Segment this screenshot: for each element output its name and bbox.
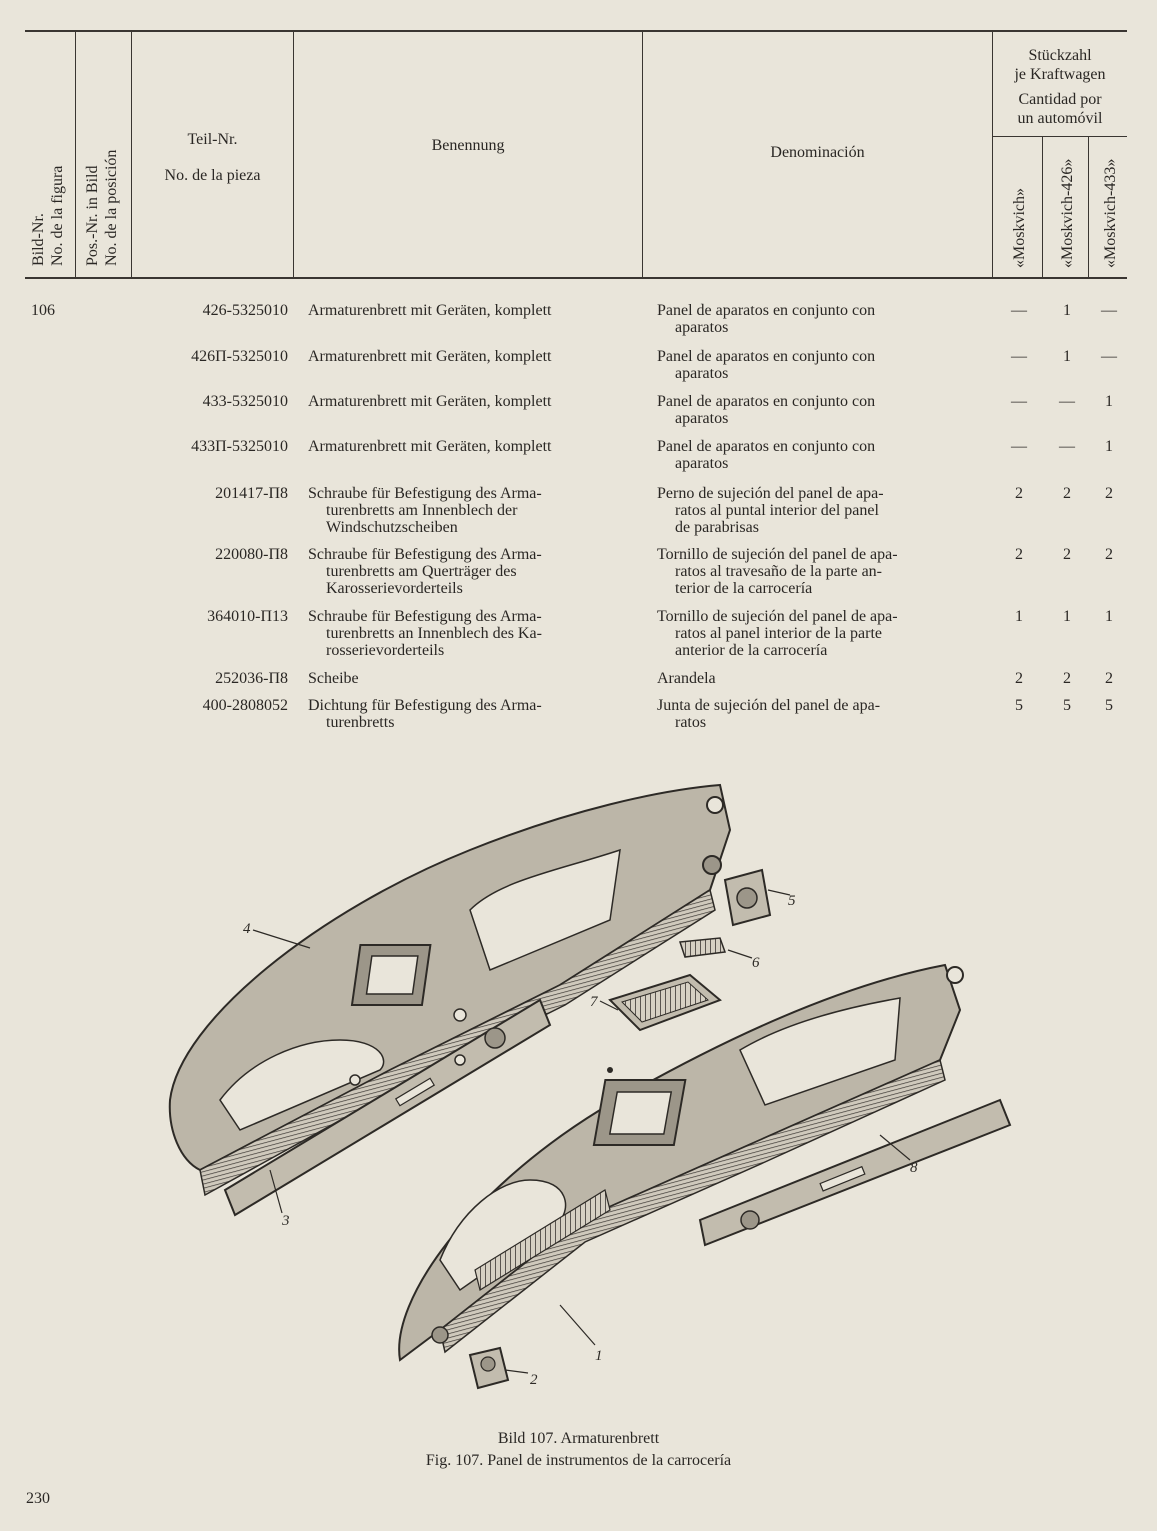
row-part: 426-5325010 — [202, 302, 288, 319]
row-qty-433: — — [1101, 348, 1117, 365]
row-de-line: Armaturenbrett mit Geräten, komplett — [308, 302, 552, 319]
header-fig-es: No. de la figura — [49, 165, 66, 266]
row-qty-433: 2 — [1105, 485, 1113, 502]
row-de — [308, 608, 620, 659]
callout-6: 6 — [752, 955, 760, 971]
header-model-moskvich: «Moskvich» — [1011, 188, 1028, 268]
row-es-line: Junta de sujeción del panel de apa- — [657, 697, 881, 714]
header-qty-de-2: je Kraftwagen — [1014, 66, 1106, 83]
header-fig-col — [29, 166, 67, 266]
callout-2: 2 — [530, 1372, 538, 1388]
row-qty-moskvich: — — [1011, 393, 1027, 410]
row-qty-426: 1 — [1063, 348, 1071, 365]
row-de — [308, 670, 620, 687]
row-fig: 106 — [31, 302, 55, 319]
row-de — [308, 485, 620, 536]
row-qty-moskvich: 2 — [1015, 485, 1023, 502]
header-fig-de: Bild-Nr. — [30, 213, 47, 266]
row-es-line: aparatos — [675, 455, 729, 472]
row-es-line: Panel de aparatos en conjunto con — [657, 348, 876, 365]
row-es-line: ratos al panel interior de la parte — [675, 625, 883, 642]
row-qty-433: 2 — [1105, 546, 1113, 563]
row-es-line: aparatos — [675, 365, 729, 382]
callout-7: 7 — [590, 994, 598, 1010]
row-de-line: Armaturenbrett mit Geräten, komplett — [308, 348, 552, 365]
corner-cap — [470, 1348, 508, 1388]
row-de-line: Scheibe — [308, 670, 359, 687]
header-model-426: «Moskvich-426» — [1059, 158, 1076, 268]
row-part: 252036-П8 — [215, 670, 288, 687]
row-qty-moskvich: 2 — [1015, 670, 1023, 687]
row-es-line: ratos al travesaño de la parte an- — [675, 563, 883, 580]
row-es-line: ratos — [675, 714, 707, 731]
dashboard-drawing — [140, 770, 1020, 1410]
callout-4: 4 — [243, 921, 251, 937]
row-qty-moskvich: 5 — [1015, 697, 1023, 714]
callout-5: 5 — [788, 893, 796, 909]
header-qty-es-1: Cantidad por — [1018, 91, 1102, 108]
row-de — [308, 697, 620, 731]
row-qty-moskvich: 1 — [1015, 608, 1023, 625]
figure-caption-es: Fig. 107. Panel de instrumentos de la carrocería — [425, 1452, 732, 1469]
speaker-grille — [610, 975, 720, 1030]
row-es-line: Arandela — [657, 670, 716, 687]
row-de-line: Dichtung für Befestigung des Arma- — [308, 697, 542, 714]
row-part: 220080-П8 — [215, 546, 288, 563]
row-es-line: aparatos — [675, 319, 729, 336]
row-qty-moskvich: — — [1011, 302, 1027, 319]
row-part: 426П-5325010 — [191, 348, 288, 365]
row-de — [308, 438, 620, 455]
row-es — [657, 670, 969, 687]
row-de — [308, 393, 620, 410]
row-qty-426: 2 — [1063, 670, 1071, 687]
header-part-de: Teil-Nr. — [187, 131, 238, 148]
row-de-line: rosserievorderteils — [326, 642, 445, 659]
row-de-line: turenbretts am Querträger des — [326, 563, 517, 580]
header-pos-col — [83, 150, 121, 266]
row-es-line: terior de la carrocería — [675, 580, 813, 597]
row-de-line: turenbretts — [326, 714, 395, 731]
row-qty-433: 2 — [1105, 670, 1113, 687]
row-qty-433: — — [1101, 302, 1117, 319]
row-de-line: Karosserievorderteils — [326, 580, 463, 597]
row-de-line: turenbretts an Innenblech des Ka- — [326, 625, 542, 642]
row-es-line: Tornillo de sujeción del panel de apa- — [657, 546, 898, 563]
row-qty-433: 1 — [1105, 608, 1113, 625]
row-de-line: Armaturenbrett mit Geräten, komplett — [308, 438, 552, 455]
row-es — [657, 697, 969, 731]
header-pos-de: Pos.-Nr. in Bild — [84, 165, 101, 266]
row-es-line: ratos al puntal interior del panel — [675, 502, 879, 519]
row-de — [308, 546, 620, 597]
row-qty-426: 1 — [1063, 608, 1071, 625]
row-qty-433: 1 — [1105, 393, 1113, 410]
row-qty-426: 2 — [1063, 485, 1071, 502]
row-part: 433П-5325010 — [191, 438, 288, 455]
row-es-line: de parabrisas — [675, 519, 759, 536]
row-qty-433: 5 — [1105, 697, 1113, 714]
row-es — [657, 393, 969, 427]
row-es-line: aparatos — [675, 410, 729, 427]
row-de-line: Armaturenbrett mit Geräten, komplett — [308, 393, 552, 410]
row-es-line: Tornillo de sujeción del panel de apa- — [657, 608, 898, 625]
header-es-col: Denominación — [770, 144, 865, 161]
row-de-line: Schraube für Befestigung des Arma- — [308, 546, 542, 563]
row-qty-moskvich: — — [1011, 438, 1027, 455]
row-qty-moskvich: — — [1011, 348, 1027, 365]
row-es — [657, 608, 969, 659]
row-es — [657, 302, 969, 336]
row-qty-426: — — [1059, 393, 1075, 410]
row-es — [657, 438, 969, 472]
row-de-line: Schraube für Befestigung des Arma- — [308, 485, 542, 502]
header-part-col — [132, 122, 293, 194]
row-de-line: Windschutzscheiben — [326, 519, 458, 536]
row-de — [308, 302, 620, 319]
callout-1: 1 — [595, 1348, 603, 1364]
row-qty-moskvich: 2 — [1015, 546, 1023, 563]
row-es — [657, 348, 969, 382]
row-es-line: Panel de aparatos en conjunto con — [657, 302, 876, 319]
row-qty-426: — — [1059, 438, 1075, 455]
row-part: 364010-П13 — [207, 608, 288, 625]
row-qty-426: 5 — [1063, 697, 1071, 714]
row-qty-426: 2 — [1063, 546, 1071, 563]
row-qty-433: 1 — [1105, 438, 1113, 455]
table-header — [25, 30, 1127, 279]
header-qty — [993, 46, 1127, 128]
row-de-line: Schraube für Befestigung des Arma- — [308, 608, 542, 625]
header-model-433: «Moskvich-433» — [1102, 158, 1119, 268]
header-qty-de-1: Stückzahl — [1028, 47, 1092, 64]
row-de — [308, 348, 620, 365]
trim-cap — [725, 870, 770, 925]
header-pos-es: No. de la posición — [103, 149, 120, 266]
figure-caption-de: Bild 107. Armaturenbrett — [497, 1430, 660, 1447]
callout-3: 3 — [282, 1213, 290, 1229]
row-es-line: Perno de sujeción del panel de apa- — [657, 485, 884, 502]
row-es — [657, 485, 969, 536]
row-es-line: Panel de aparatos en conjunto con — [657, 438, 876, 455]
row-qty-426: 1 — [1063, 302, 1071, 319]
row-part: 201417-П8 — [215, 485, 288, 502]
row-part: 400-2808052 — [202, 697, 288, 714]
row-es — [657, 546, 969, 597]
small-grille — [680, 938, 725, 957]
header-qty-es-2: un automóvil — [1017, 110, 1103, 127]
header-de-col: Benennung — [431, 137, 505, 154]
row-de-line: turenbretts am Innenblech der — [326, 502, 518, 519]
row-es-line: anterior de la carrocería — [675, 642, 828, 659]
page-number: 230 — [26, 1490, 50, 1507]
row-part: 433-5325010 — [202, 393, 288, 410]
row-es-line: Panel de aparatos en conjunto con — [657, 393, 876, 410]
callout-8: 8 — [910, 1160, 918, 1176]
header-part-es: No. de la pieza — [164, 167, 261, 184]
